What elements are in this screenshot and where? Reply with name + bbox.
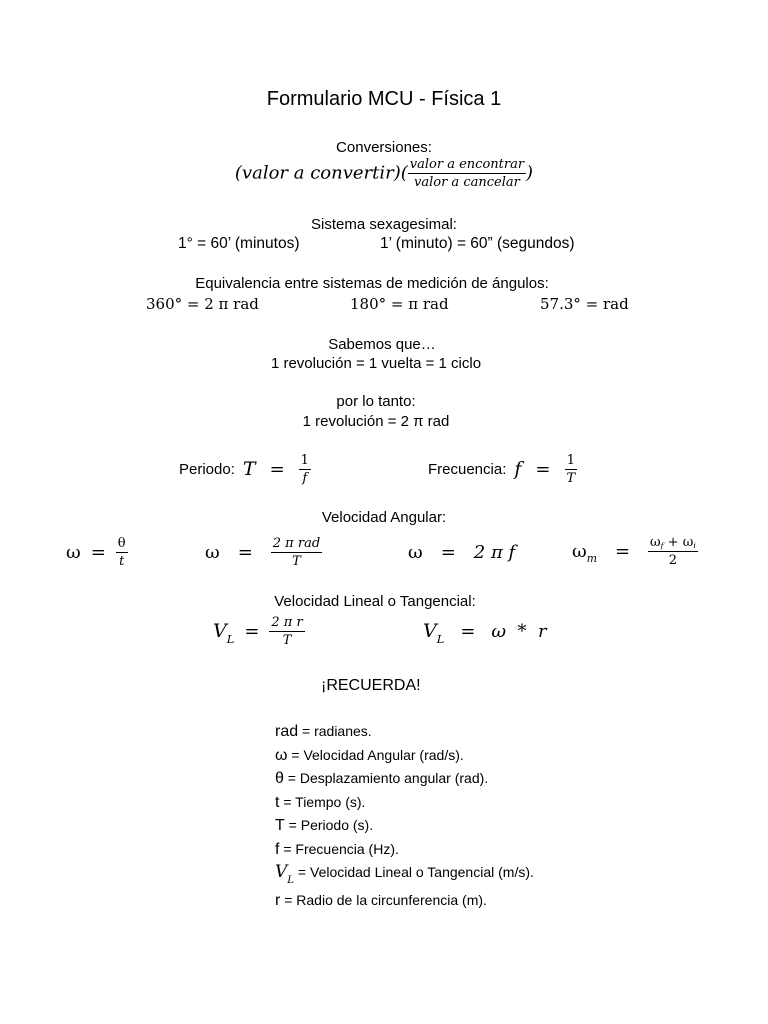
fraction-denominator: T	[292, 553, 301, 569]
item-description: = radianes.	[298, 723, 372, 739]
equals-sign: =	[244, 620, 260, 642]
angular-fraction-4	[648, 536, 698, 567]
conversions-heading: Conversiones:	[336, 139, 432, 156]
frequency-label: Frecuencia:	[428, 460, 507, 478]
angular-formula-4	[572, 530, 698, 572]
item-description: = Velocidad Lineal o Tangencial (m/s).	[294, 864, 534, 880]
list-item	[275, 744, 534, 768]
subscript: L	[436, 632, 445, 647]
sexagesimal-eq2: 1’ (minuto) = 60” (segundos)	[380, 235, 575, 252]
sexagesimal-heading: Sistema sexagesimal:	[311, 216, 457, 233]
item-symbol: θ	[275, 770, 284, 787]
omega-symbol: ω	[205, 541, 220, 563]
equals-sign: =	[460, 620, 476, 642]
fraction-numerator: 2 π r	[271, 614, 303, 630]
fraction-numerator: θ	[117, 535, 126, 551]
page-title: Formulario MCU - Física 1	[266, 88, 502, 110]
item-symbol: f	[275, 840, 280, 858]
remember-heading: ¡RECUERDA!	[321, 677, 421, 694]
omega-symbol: ω	[66, 541, 81, 563]
equivalence-eq2: 180° = π rad	[350, 295, 449, 313]
period-label: Periodo:	[179, 460, 235, 478]
item-symbol: rad	[275, 723, 299, 740]
fraction-numerator: 2 π rad	[272, 535, 321, 551]
equals-sign: =	[440, 541, 456, 563]
list-item	[275, 720, 534, 744]
linear-velocity-heading: Velocidad Lineal o Tangencial:	[274, 593, 476, 610]
item-symbol: T	[275, 817, 285, 834]
v-symbol: V	[213, 620, 227, 642]
fraction-numerator	[648, 536, 698, 552]
angular-formula-2	[205, 533, 322, 571]
item-symbol: ω	[275, 746, 288, 764]
v-symbol: V	[275, 862, 288, 882]
linear-formula-2	[423, 611, 547, 651]
period-den: f	[302, 470, 308, 486]
omega-symbol: ω	[650, 534, 661, 550]
omega-m	[572, 540, 597, 566]
conversion-formula	[235, 158, 533, 189]
porlotanto-line2: 1 revolución = 2 π rad	[302, 413, 450, 430]
item-description: = Desplazamiento angular (rad).	[283, 770, 489, 786]
fraction-denominator: T	[282, 632, 292, 648]
sabemos-line2: 1 revolución = 1 vuelta = 1 ciclo	[270, 355, 482, 372]
v-l	[423, 620, 445, 647]
list-item	[275, 861, 534, 889]
subscript: f	[660, 541, 664, 551]
item-description: = Periodo (s).	[284, 817, 374, 833]
period-fraction	[299, 454, 311, 485]
linear-formula-1	[213, 611, 305, 651]
conversion-right: )	[526, 162, 534, 184]
angular-fraction-2	[271, 537, 322, 568]
v-symbol: V	[423, 620, 437, 642]
angular-formula-1	[66, 533, 128, 571]
equivalence-eq1: 360° = 2 π rad	[146, 295, 259, 313]
list-item	[275, 791, 534, 815]
frequency-num: 1	[566, 452, 575, 468]
equals-sign: =	[90, 541, 106, 563]
item-description: = Frecuencia (Hz).	[279, 840, 399, 857]
conversion-denominator: valor a cancelar	[414, 175, 520, 190]
fraction-denominator: 2	[668, 552, 678, 568]
angular-rhs: 2 π f	[473, 541, 516, 563]
porlotanto-line1: por lo tanto:	[336, 393, 416, 410]
subscript: i	[693, 541, 696, 551]
frequency-den: T	[566, 470, 576, 486]
list-item	[275, 767, 534, 791]
fraction-denominator: t	[119, 553, 125, 569]
angular-fraction-1	[116, 537, 128, 568]
omega-symbol: ω	[408, 541, 423, 563]
equals-sign: =	[614, 540, 631, 562]
sexagesimal-eq1: 1° = 60’ (minutos)	[178, 235, 300, 252]
item-description: = Tiempo (s).	[279, 793, 366, 810]
plus-sign: +	[667, 534, 679, 550]
conversion-left: (valor a convertir)(	[234, 162, 408, 184]
v-l	[213, 620, 235, 647]
item-symbol: r	[275, 892, 281, 909]
item-symbol: t	[275, 793, 280, 811]
equals-sign: =	[237, 541, 253, 563]
frequency-equals: =	[535, 458, 551, 480]
subscript: m	[586, 552, 597, 566]
sabemos-line1: Sabemos que…	[328, 336, 436, 353]
conversion-fraction	[408, 158, 526, 189]
subscript: L	[287, 874, 295, 886]
omega-symbol: ω	[682, 534, 694, 550]
frequency-formula	[428, 451, 577, 487]
linear-rhs: ω * r	[491, 620, 547, 642]
item-symbol	[275, 862, 295, 886]
list-item	[275, 889, 534, 913]
period-num: 1	[300, 452, 309, 468]
list-item	[275, 814, 534, 838]
frequency-lhs: f	[514, 458, 522, 480]
equivalence-heading: Equivalencia entre sistemas de medición de ángulos:	[195, 275, 549, 292]
linear-fraction-1	[269, 616, 304, 647]
period-lhs: T	[242, 458, 256, 480]
item-description: = Velocidad Angular (rad/s).	[287, 746, 464, 763]
list-item	[275, 838, 534, 862]
angular-formula-3	[408, 533, 515, 571]
period-formula	[179, 451, 311, 487]
equivalence-eq3: 57.3° = rad	[540, 295, 629, 313]
period-equals: =	[269, 458, 285, 480]
omega-symbol: ω	[572, 540, 587, 562]
frequency-fraction	[565, 454, 578, 485]
remember-list	[275, 720, 534, 913]
conversion-numerator: valor a encontrar	[409, 157, 525, 172]
item-description: = Radio de la circunferencia (m).	[280, 892, 487, 908]
subscript: L	[226, 632, 235, 647]
angular-velocity-heading: Velocidad Angular:	[321, 509, 447, 526]
